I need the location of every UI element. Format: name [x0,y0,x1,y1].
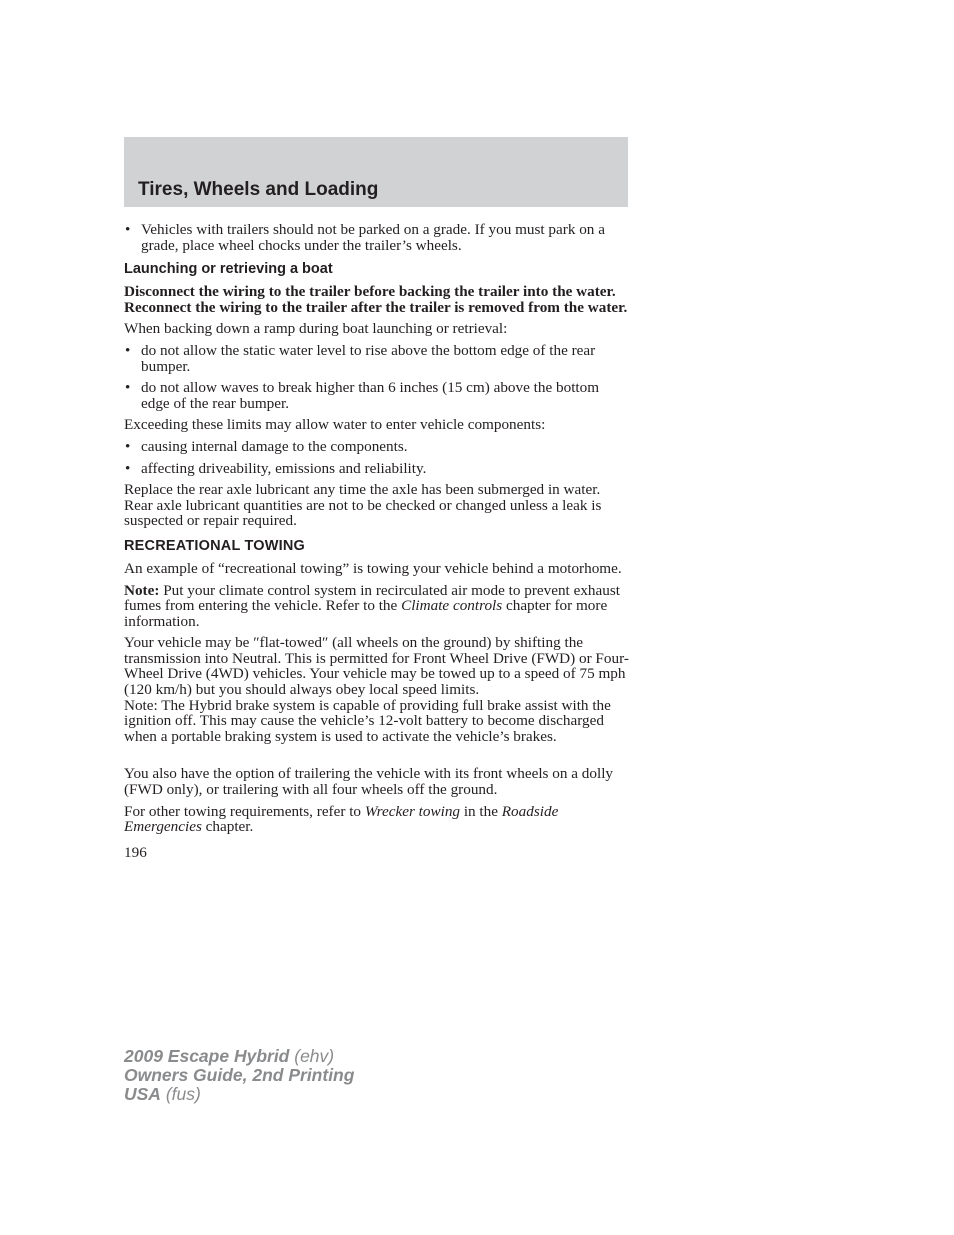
intro-exceeding: Exceeding these limits may allow water to enter vehicle components: [124,416,546,434]
footer-market: USA [124,1084,161,1104]
flat-towed-paragraph: Your vehicle may be ″flat-towed″ (all wheels on the ground) by shifting the transmission into Neutral. This is permitted for Front Wheel Drive (FWD) or Four-Wheel Drive (4WD) vehicles. Your vehicle may be towed up to a speed of 75 mph (120 km/h) but you should always obey local speed limits. [124,634,629,699]
bullet-text: do not allow the static water level to rise above the bottom edge of the rear bumper. [141,341,596,375]
chapter-ref-climate-controls: Climate controls [401,597,503,615]
warning-wiring: Disconnect the wiring to the trailer before backing the trailer into the water. Reconnect the wiring to the trailer after the trailer is removed from the water. [124,283,628,316]
intro-ramp: When backing down a ramp during boat launching or retrieval: [124,320,508,338]
other-requirements-paragraph [124,804,630,835]
heading-launching-boat: Launching or retrieving a boat [124,261,333,278]
footer-model-code: (ehv) [289,1046,335,1066]
note-label: Note: [124,581,160,599]
footer-market-code: (fus) [160,1084,201,1104]
bullet-text: do not allow waves to break higher than 6 inches (15 cm) above the bottom edge of the rear bumper. [141,379,600,412]
bullet-item [124,461,630,477]
bullet-item [124,439,630,455]
other-req-text: in the [460,802,502,820]
bullet-item [124,380,630,411]
footer-line-model [124,1047,354,1066]
bullet-icon: • [125,437,131,455]
bullet-item [124,343,630,374]
section-header-band [124,137,628,207]
chapter-ref-roadside-emergencies: Roadside Emergencies [124,802,559,836]
footer-line-guide: Owners Guide, 2nd Printing [124,1065,355,1085]
bullet-icon: • [125,459,131,477]
hybrid-brake-note: Note: The Hybrid brake system is capable of providing full brake assist with the ignition off. This may cause the vehicle’s 12-volt battery to become discharged when a portable braking system is used to activate the vehicle’s brakes. [124,696,611,745]
bullet-text: Vehicles with trailers should not be parked on a grade. If you must park on a grade, place wheel chocks under the trailer’s wheels. [141,221,605,254]
bullet-icon: • [125,221,131,238]
note-climate-paragraph [124,583,630,630]
towing-example-paragraph: An example of “recreational towing” is towing your vehicle behind a motorhome. [124,559,622,577]
section-title: Tires, Wheels and Loading [138,179,379,200]
bullet-item [124,222,630,253]
axle-lubricant-paragraph: Replace the rear axle lubricant any time the axle has been submerged in water. Rear axle lubricant quantities are not to be checked or changed unless a leak is suspected or repair required. [124,481,602,530]
page-number: 196 [124,843,147,861]
page-content [124,222,630,860]
note-text: Put your climate control system in recirculated air mode to prevent exhaust fumes from entering the vehicle. Refer to the [124,581,620,615]
bullet-text: causing internal damage to the components. [141,437,408,455]
footer-model: 2009 Escape Hybrid [124,1046,290,1066]
note-text: chapter for more information. [124,597,608,630]
ref-wrecker-towing: Wrecker towing [364,802,461,820]
dolly-option-paragraph: You also have the option of trailering the vehicle with its front wheels on a dolly (FWD only), or trailering with all four wheels off the ground. [124,765,614,799]
other-req-text: For other towing requirements, refer to [124,802,365,820]
heading-recreational-towing: RECREATIONAL TOWING [124,537,306,554]
bullet-text: affecting driveability, emissions and reliability. [141,459,427,477]
bullet-icon: • [125,379,131,397]
footer-line-market [124,1085,354,1104]
other-req-text: chapter. [201,818,254,836]
bullet-icon: • [125,341,131,359]
document-footer [124,1047,354,1104]
